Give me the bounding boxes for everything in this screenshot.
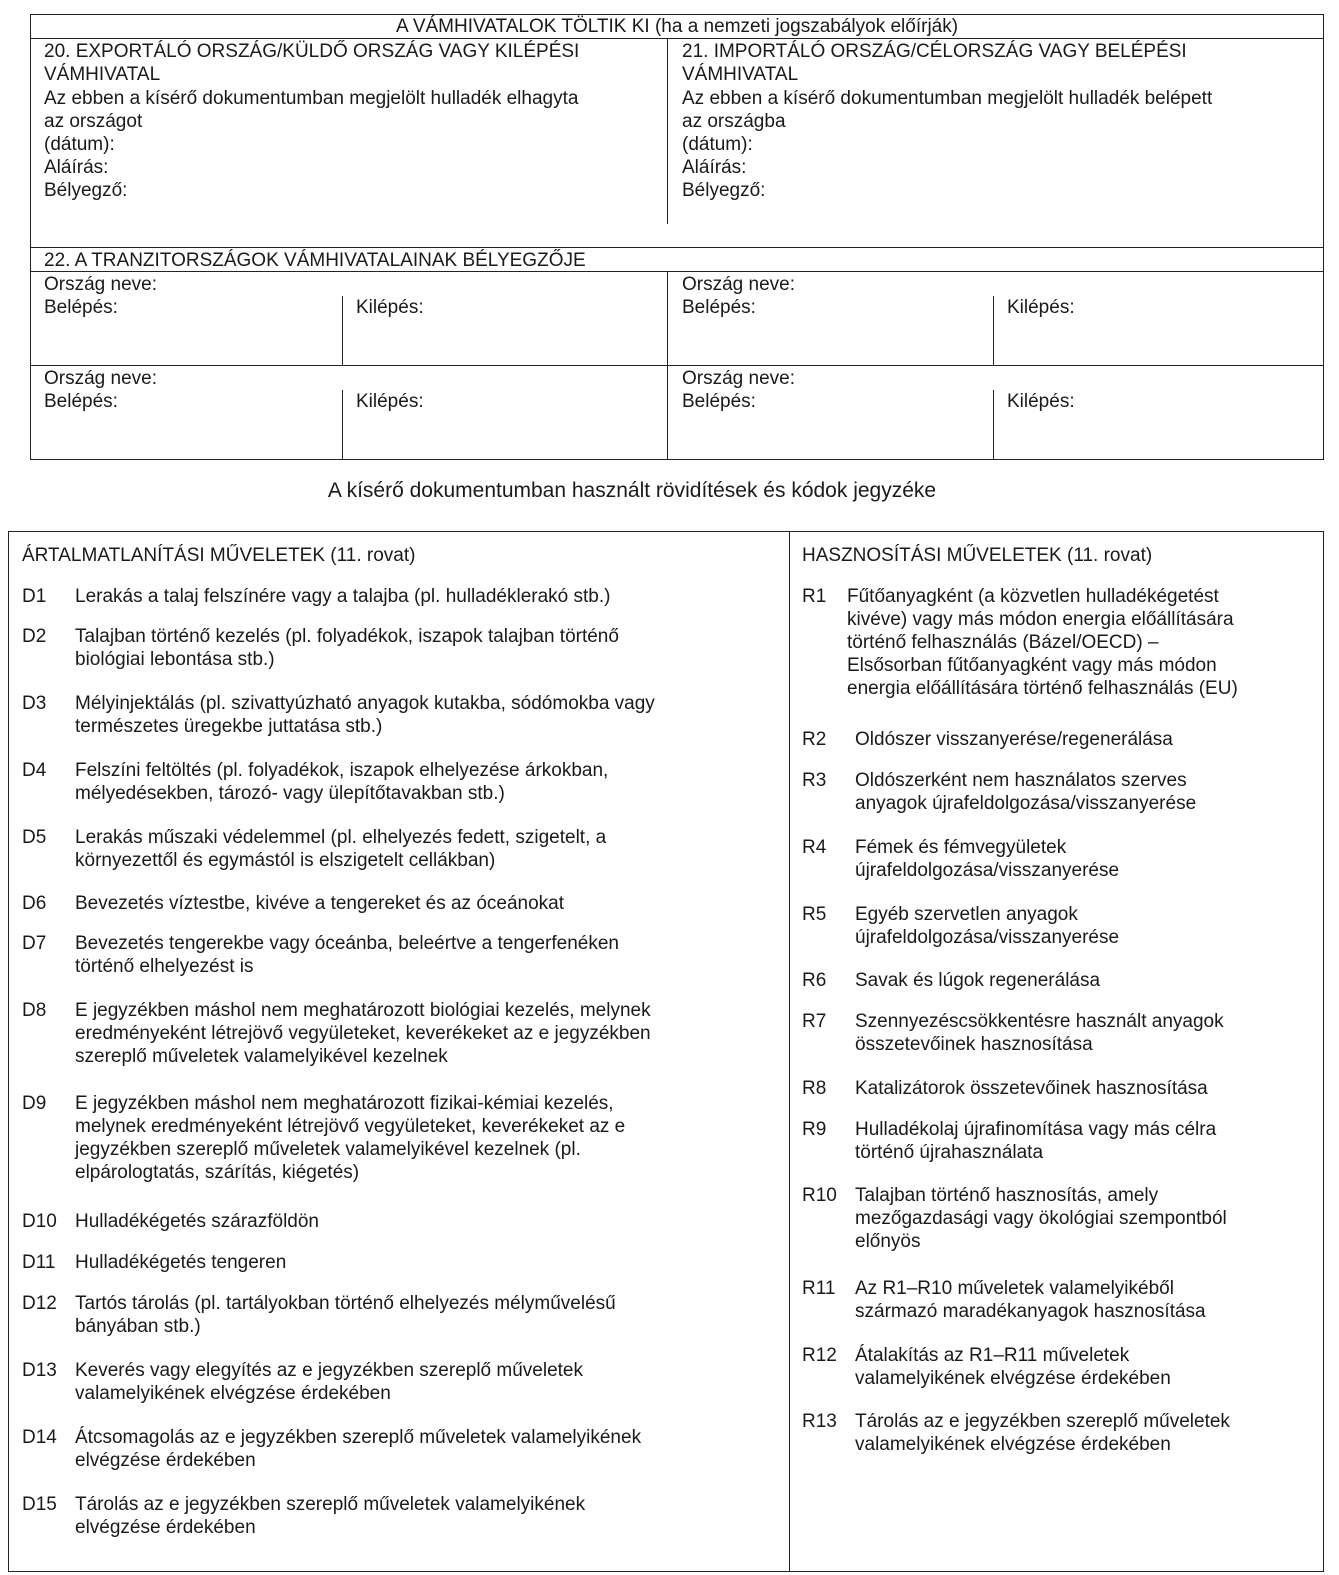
operation-description: Átcsomagolás az e jegyzékben szereplő műveletek valamelyikének elvégzése érdekében [75,1427,642,1471]
header-divider [30,38,1324,39]
disposal-item-d13 [22,1359,782,1405]
box22-top-divider [30,247,1324,248]
frame-right [1323,14,1324,460]
box20-stamp-field[interactable]: Bélyegző: [44,180,128,201]
operation-code: R2 [802,729,827,750]
box21-signature-field[interactable]: Aláírás: [682,157,747,178]
recovery-item-r8 [802,1077,1317,1100]
operation-description: Hulladékégetés szárazföldön [75,1211,319,1232]
operation-description: Savak és lúgok regenerálása [855,970,1101,991]
operation-code: D14 [22,1427,57,1448]
box20-title-line1: 20. EXPORTÁLÓ ORSZÁG/KÜLDŐ ORSZÁG VAGY KILÉPÉSI [44,41,580,62]
operation-code: D1 [22,586,47,607]
recovery-item-r10 [802,1184,1317,1253]
abbreviations-title: A kísérő dokumentumban használt rövidítések és kódok jegyzéke [327,479,937,502]
operation-code: D13 [22,1360,57,1381]
disposal-item-d11 [22,1251,782,1274]
disposal-item-d6 [22,892,782,915]
codes-column-divider [789,531,790,1572]
operation-description: Átalakítás az R1–R11 műveletek valamelyikének elvégzése érdekében [855,1345,1171,1389]
codes-frame-bottom [8,1571,1324,1572]
disposal-item-d4 [22,759,782,805]
transit-3-entry-field[interactable]: Belépés: [44,391,118,412]
operation-code: R4 [802,837,827,858]
disposal-item-d5 [22,826,782,872]
frame-bottom [30,459,1324,460]
disposal-item-d12 [22,1292,782,1338]
recovery-item-r12 [802,1344,1317,1390]
operation-description: Tárolás az e jegyzékben szereplő műveletek valamelyikének elvégzése érdekében [855,1411,1230,1455]
operation-code: D15 [22,1494,57,1515]
entry-exit-divider-4 [993,390,994,460]
box20-text-line1: Az ebben a kísérő dokumentumban megjelölt hulladék elhagyta [44,88,579,109]
operation-description: Hulladékolaj újrafinomítása vagy más célra történő újrahasználata [855,1119,1217,1163]
operation-code: R8 [802,1078,827,1099]
operation-description: Tartós tárolás (pl. tartályokban történő elhelyezés mélyművelésű bányában stb.) [75,1293,616,1337]
transit-2-country-field[interactable]: Ország neve: [682,274,795,295]
operation-code: R9 [802,1119,827,1140]
operation-description: Talajban történő hasznosítás, amely mezőgazdasági vagy ökológiai szempontból előnyös [855,1185,1227,1252]
operation-description: Oldószer visszanyerése/regenerálása [855,729,1173,750]
customs-header: A VÁMHIVATALOK TÖLTIK KI (ha a nemzeti jogszabályok előírják) [395,16,959,37]
transit-1-entry-field[interactable]: Belépés: [44,297,118,318]
codes-frame-left [8,531,9,1572]
operation-description: Lerakás a talaj felszínére vagy a talajba (pl. hulladéklerakó stb.) [75,586,611,607]
operation-code: D11 [22,1252,56,1273]
operation-description: Egyéb szervetlen anyagok újrafeldolgozása/visszanyerése [855,904,1120,948]
box20-title-line2: VÁMHIVATAL [44,64,161,85]
operation-code: R3 [802,770,827,791]
operation-code: R5 [802,904,827,925]
operation-code: D6 [22,893,47,914]
box20-date-field[interactable]: (dátum): [44,134,115,155]
disposal-item-d7 [22,932,782,978]
operation-description: Fűtőanyagként (a közvetlen hulladékégetést kivéve) vagy más módon energia előállítására történő felhasználás (Bázel/OECD) – Elsősorban fűtőanyagként vagy más módon energia előállítására történő felhasználás (EU) [847,586,1238,699]
operation-description: Fémek és fémvegyületek újrafeldolgozása/visszanyerése [855,837,1120,881]
transit-4-exit-field[interactable]: Kilépés: [1007,391,1075,412]
recovery-item-r13 [802,1410,1317,1456]
operation-description: E jegyzékben máshol nem meghatározott fizikai-kémiai kezelés, melynek eredményeként létrejövő vegyületeket, keverékeket az e jegyzékben szereplő műveletek valamelyikével kezelnek (pl. elpárologtatás, szárítás, kiégetés) [75,1093,626,1183]
disposal-item-d1 [22,585,782,608]
operation-code: D10 [22,1211,57,1232]
entry-exit-divider-3 [342,390,343,460]
operation-description: Bevezetés víztestbe, kivéve a tengereket és az óceánokat [75,893,565,914]
operation-description: E jegyzékben máshol nem meghatározott biológiai kezelés, melynek eredményeként létrejövő vegyületeket, keverékeket az e jegyzékben szereplő műveletek valamelyikével kezelnek [75,1000,651,1067]
operation-code: D7 [22,933,47,954]
recovery-item-r11 [802,1277,1317,1323]
box22-center-divider [667,271,668,460]
codes-frame-right [1323,531,1324,1572]
box21-date-field[interactable]: (dátum): [682,134,753,155]
box22-row-divider [30,365,1324,366]
transit-3-country-field[interactable]: Ország neve: [44,368,157,389]
disposal-item-d3 [22,692,782,738]
operation-description: Keverés vagy elegyítés az e jegyzékben szereplő műveletek valamelyikének elvégzése érdekében [75,1360,583,1404]
box20-text-line2: az országot [44,111,143,132]
box21-title-line2: VÁMHIVATAL [682,64,799,85]
recovery-item-r2 [802,728,1317,751]
operation-code: R10 [802,1185,837,1206]
operation-code: D12 [22,1293,57,1314]
operation-description: Oldószerként nem használatos szerves anyagok újrafeldolgozása/visszanyerése [855,770,1197,814]
operation-code: R1 [802,586,827,607]
transit-2-entry-field[interactable]: Belépés: [682,297,756,318]
transit-1-country-field[interactable]: Ország neve: [44,274,157,295]
operation-description: Lerakás műszaki védelemmel (pl. elhelyezés fedett, szigetelt, a környezettől és egymástól is elszigetelt cellákban) [75,827,607,871]
codes-frame-top [8,531,1324,532]
operation-code: R6 [802,970,827,991]
box22-title: 22. A TRANZITORSZÁGOK VÁMHIVATALAINAK BÉLYEGZŐJE [44,250,586,271]
transit-3-exit-field[interactable]: Kilépés: [356,391,424,412]
operation-code: D5 [22,827,47,848]
box21-stamp-field[interactable]: Bélyegző: [682,180,766,201]
disposal-heading: ÁRTALMATLANÍTÁSI MŰVELETEK (11. rovat) [22,545,416,566]
recovery-item-r6 [802,969,1317,992]
operation-description: Mélyinjektálás (pl. szivattyúzható anyagok kutakba, sódómokba vagy természetes üregekbe juttatása stb.) [75,693,655,737]
box21-text-line2: az országba [682,111,786,132]
operation-description: Hulladékégetés tengeren [75,1252,287,1273]
recovery-heading: HASZNOSÍTÁSI MŰVELETEK (11. rovat) [802,545,1153,566]
operation-description: Az R1–R10 műveletek valamelyikéből származó maradékanyagok hasznosítása [855,1278,1206,1322]
disposal-item-d15 [22,1493,782,1539]
recovery-item-r4 [802,836,1317,882]
operation-description: Katalizátorok összetevőinek hasznosítása [855,1078,1208,1099]
operation-code: D3 [22,693,47,714]
box21-text-line1: Az ebben a kísérő dokumentumban megjelölt hulladék belépett [682,88,1213,109]
transit-4-entry-field[interactable]: Belépés: [682,391,756,412]
box20-21-divider [667,38,668,224]
box20-signature-field[interactable]: Aláírás: [44,157,109,178]
operation-description: Szennyezéscsökkentésre használt anyagok összetevőinek hasznosítása [855,1011,1224,1055]
disposal-item-d9 [22,1092,782,1184]
operation-code: R12 [802,1345,837,1366]
operation-code: D8 [22,1000,47,1021]
operation-description: Felszíni feltöltés (pl. folyadékok, iszapok elhelyezése árkokban, mélyedésekben, tározó- vagy ülepítőtavakban stb.) [75,760,609,804]
recovery-item-r3 [802,769,1317,815]
disposal-item-d2 [22,625,782,671]
box21-title-line1: 21. IMPORTÁLÓ ORSZÁG/CÉLORSZÁG VAGY BELÉPÉSI [682,41,1187,62]
operation-description: Bevezetés tengerekbe vagy óceánba, beleértve a tengerfenéken történő elhelyezést is [75,933,619,977]
entry-exit-divider-2 [993,296,994,365]
operation-code: D2 [22,626,47,647]
operation-description: Tárolás az e jegyzékben szereplő műveletek valamelyikének elvégzése érdekében [75,1494,586,1538]
operation-code: R13 [802,1411,837,1432]
operation-code: D9 [22,1093,47,1114]
recovery-item-r1 [802,585,1317,700]
operation-code: R11 [802,1278,836,1299]
operation-description: Talajban történő kezelés (pl. folyadékok, iszapok talajban történő biológiai lebontása stb.) [75,626,619,670]
operation-code: R7 [802,1011,827,1032]
transit-1-exit-field[interactable]: Kilépés: [356,297,424,318]
recovery-item-r7 [802,1010,1317,1056]
recovery-item-r9 [802,1118,1317,1164]
transit-2-exit-field[interactable]: Kilépés: [1007,297,1075,318]
disposal-item-d14 [22,1426,782,1472]
disposal-item-d10 [22,1210,782,1233]
recovery-item-r5 [802,903,1317,949]
transit-4-country-field[interactable]: Ország neve: [682,368,795,389]
disposal-item-d8 [22,999,782,1068]
frame-left [30,14,31,460]
operation-code: D4 [22,760,47,781]
entry-exit-divider-1 [342,296,343,365]
